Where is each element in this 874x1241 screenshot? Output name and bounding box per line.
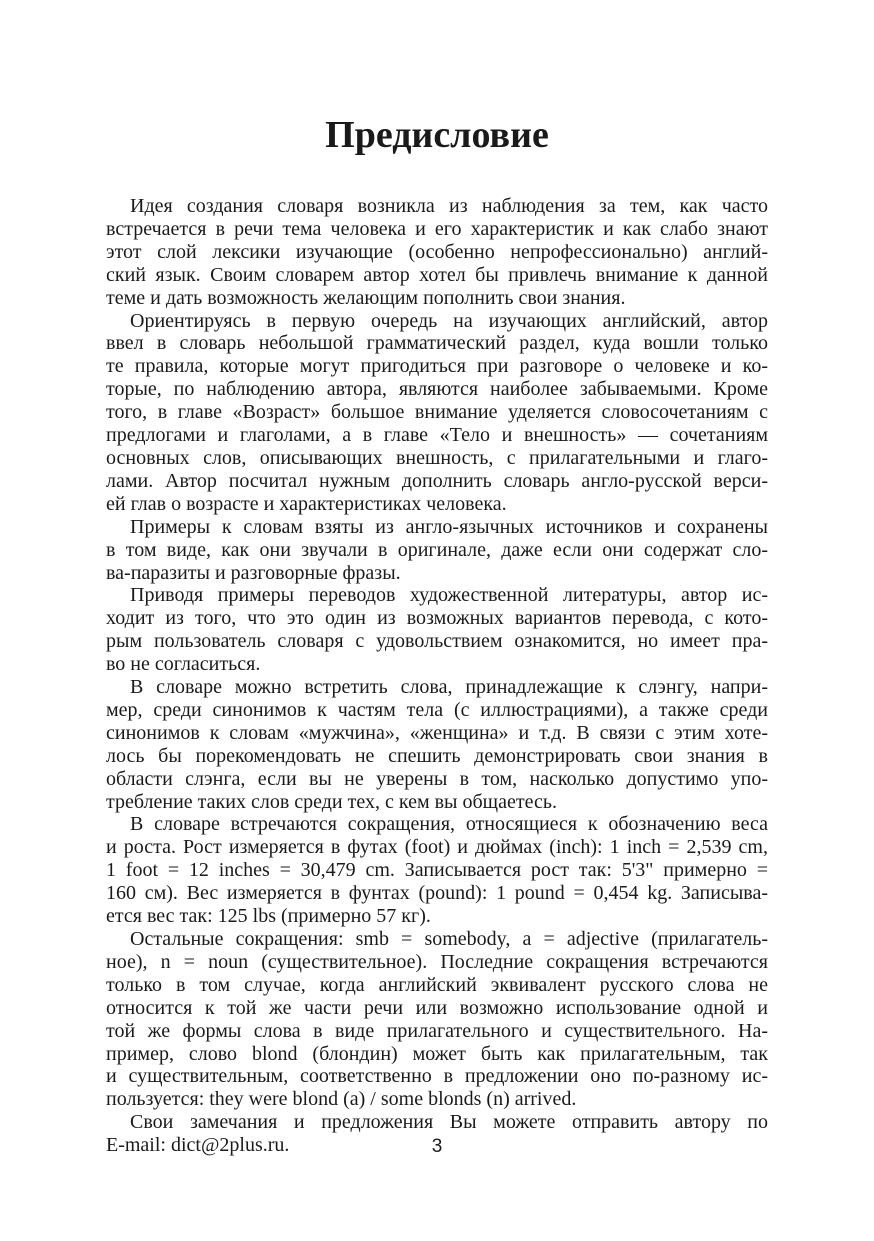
text-line: мер, среди синонимов к частям тела (с иллюстрациями), а также среди bbox=[106, 698, 768, 721]
page-number: 3 bbox=[431, 1136, 443, 1157]
page-title: Предисловие bbox=[325, 114, 549, 156]
paragraph bbox=[106, 676, 768, 813]
text-line: те правила, которые могут пригодиться при разговоре о человеке и ко- bbox=[106, 355, 768, 378]
text-line: того, в главе «Возраст» большое внимание уделяется словосочетаниям с bbox=[106, 401, 768, 424]
text-line: области слэнга, если вы не уверены в том, насколько допустимо упо- bbox=[106, 767, 768, 790]
text-line: торые, по наблюдению автора, являются наиболее забываемыми. Кроме bbox=[106, 378, 768, 401]
text-line: пользуется: they were blond (a) / some blonds (n) arrived. bbox=[106, 1088, 577, 1111]
text-line: требление таких слов среди тех, с кем вы общаетесь. bbox=[106, 790, 557, 813]
text-line: в том виде, как они звучали в оригинале, даже если они содержат сло- bbox=[106, 538, 768, 561]
text-line: пример, слово blond (блондин) может быть как прилагательным, так bbox=[106, 1042, 768, 1065]
text-line: В словаре можно встретить слова, принадлежащие к слэнгу, напри- bbox=[130, 676, 768, 699]
text-line: и роста. Рост измеряется в футах (foot) и дюймах (inch): 1 inch = 2,539 cm, bbox=[106, 836, 768, 859]
text-line: во не согласиться. bbox=[106, 653, 261, 676]
paragraph bbox=[106, 584, 768, 676]
text-line: относится к той же части речи или возможно использование одной и bbox=[106, 996, 768, 1019]
paragraph bbox=[106, 516, 768, 585]
text-line: встречается в речи тема человека и его характеристик и как слабо знают bbox=[106, 217, 768, 240]
text-line: синонимов к словам «мужчина», «женщина» и т.д. В связи с этим хоте- bbox=[106, 721, 768, 744]
text-line: ский язык. Своим словарем автор хотел бы привлечь внимание к данной bbox=[106, 263, 768, 286]
paragraph bbox=[106, 813, 768, 928]
text-line: теме и дать возможность желающим пополнить свои знания. bbox=[106, 286, 626, 309]
text-line: лами. Автор посчитал нужным дополнить словарь англо-русской верси- bbox=[106, 469, 768, 492]
text-line: 1 foot = 12 inches = 30,479 cm. Записывается рост так: 5'3" примерно = bbox=[106, 859, 768, 882]
paragraph bbox=[106, 310, 768, 516]
text-line: В словаре встречаются сокращения, относящиеся к обозначению веса bbox=[130, 813, 768, 836]
preface-body bbox=[106, 195, 768, 1157]
text-line: ходит из того, что это один из возможных вариантов перевода, с кото- bbox=[106, 607, 768, 630]
text-line: рым пользователь словаря с удовольствием ознакомится, но имеет пра- bbox=[106, 630, 768, 653]
text-line: Свои замечания и предложения Вы можете отправить автору по bbox=[130, 1111, 768, 1134]
text-line: ное), n = noun (существительное). Последние сокращения встречаются bbox=[106, 950, 768, 973]
text-line: предлогами и глаголами, а в главе «Тело и внешность» — сочетаниям bbox=[106, 424, 768, 447]
text-line: E-mail: dict@2plus.ru. bbox=[106, 1134, 290, 1157]
text-line: Приводя примеры переводов художественной литературы, автор ис- bbox=[130, 584, 768, 607]
text-line: той же формы слова в виде прилагательного и существительного. На- bbox=[106, 1019, 768, 1042]
text-line: ввел в словарь небольшой грамматический раздел, куда вошли только bbox=[106, 332, 768, 355]
text-line: ей глав о возрасте и характеристиках человека. bbox=[106, 492, 507, 515]
text-line: Примеры к словам взяты из англо-язычных источников и сохранены bbox=[130, 515, 768, 538]
text-line: только в том случае, когда английский эквивалент русского слова не bbox=[106, 973, 768, 996]
text-line: Идея создания словаря возникла из наблюдения за тем, как часто bbox=[130, 195, 768, 217]
paragraph bbox=[106, 928, 768, 1111]
text-line: Остальные сокращения: smb = somebody, a = adjective (прилагатель- bbox=[130, 928, 768, 950]
paragraph bbox=[106, 195, 768, 310]
text-line: Ориентируясь в первую очередь на изучающих английский, автор bbox=[130, 309, 768, 332]
text-line: ется вес так: 125 lbs (примерно 57 кг). bbox=[106, 905, 431, 928]
text-line: лось бы порекомендовать не спешить демонстрировать свои знания в bbox=[106, 744, 768, 767]
text-line: и существительным, соответственно в предложении оно по-разному ис- bbox=[106, 1065, 768, 1088]
text-line: 160 см). Вес измеряется в фунтах (pound): 1 pound = 0,454 kg. Записыва- bbox=[106, 882, 768, 905]
text-line: этот слой лексики изучающие (особенно непрофессионально) англий- bbox=[106, 240, 768, 263]
text-line: основных слов, описывающих внешность, с прилагательными и глаго- bbox=[106, 446, 768, 469]
text-line: ва-паразиты и разговорные фразы. bbox=[106, 561, 401, 584]
